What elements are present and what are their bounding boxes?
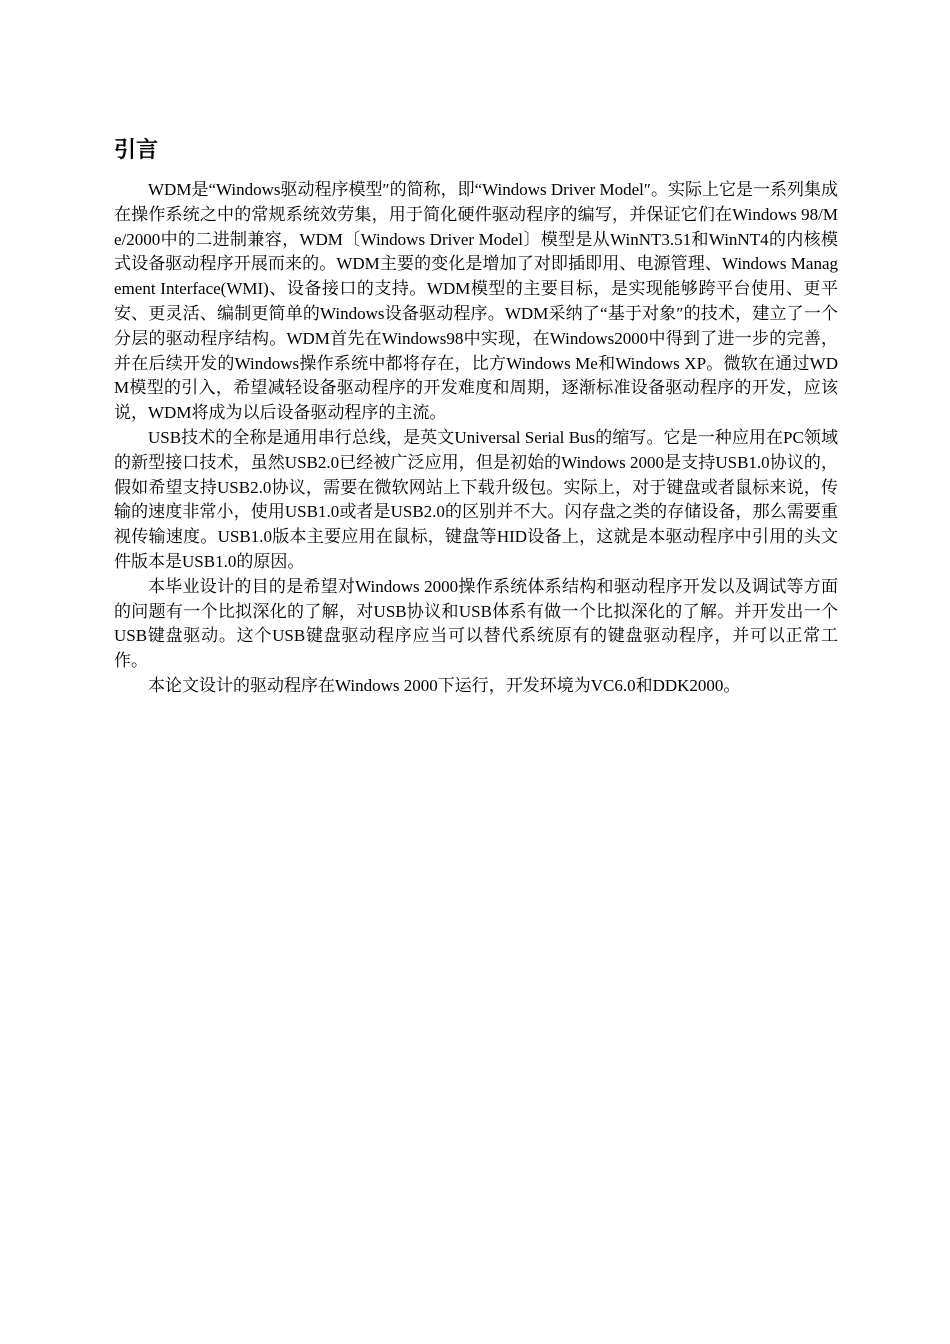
paragraph-design-goal: 本毕业设计的目的是希望对Windows 2000操作系统体系结构和驱动程序开发以及调试等方面的问题有一个比拟深化的了解，对USB协议和USB体系有做一个比拟深化的了解。并开发出一个USB键盘驱动。这个USB键盘驱动程序应当可以替代系统原有的键盘驱动程序，并可以正常工作。 xyxy=(114,576,838,671)
paragraph-environment: 本论文设计的驱动程序在Windows 2000下运行，开发环境为VC6.0和DDK2000。 xyxy=(148,675,741,695)
section-heading: 引言 xyxy=(114,138,159,163)
paragraph-wdm-intro: WDM是“Windows驱动程序模型″的简称，即“Windows Driver Model″。实际上它是一系列集成在操作系统之中的常规系统效劳集，用于简化硬件驱动程序的编写，并保证它们在Windows 98/Me/2000中的二进制兼容，WDM〔Windows Driver Model〕模型是从WinNT3.51和WinNT4的内核模式设备驱动程序开展而来的。WDM主要的变化是增加了对即插即用、电源管理、Windows Management Interface(WMI)、设备接口的支持。WDM模型的主要目标，是实现能够跨平台使用、更平安、更灵活、编制更简单的Windows设备驱动程序。WDM采纳了“基于对象″的技术，建立了一个分层的驱动程序结构。WDM首先在Windows98中实现，在Windows2000中得到了进一步的完善，并在后续开发的Windows操作系统中都将存在，比方Windows Me和Windows XP。微软在通过WDM模型的引入，希望减轻设备驱动程序的开发难度和周期，逐渐标准设备驱动程序的开发，应该说，WDM将成为以后设备驱动程序的主流。 xyxy=(114,180,838,423)
paragraph-usb-intro: USB技术的全称是通用串行总线，是英文Universal Serial Bus的缩写。它是一种应用在PC领域的新型接口技术，虽然USB2.0已经被广泛应用，但是初始的Windows 2000是支持USB1.0协议的，假如希望支持USB2.0协议，需要在微软网站上下载升级包。实际上，对于键盘或者鼠标来说，传输的速度非常小，使用USB1.0或者是USB2.0的区别并不大。闪存盘之类的存储设备，那么需要重视传输速度。USB1.0版本主要应用在鼠标，键盘等HID设备上，这就是本驱动程序中引用的头文件版本是USB1.0的原因。 xyxy=(114,427,838,571)
page-content xyxy=(114,136,838,699)
